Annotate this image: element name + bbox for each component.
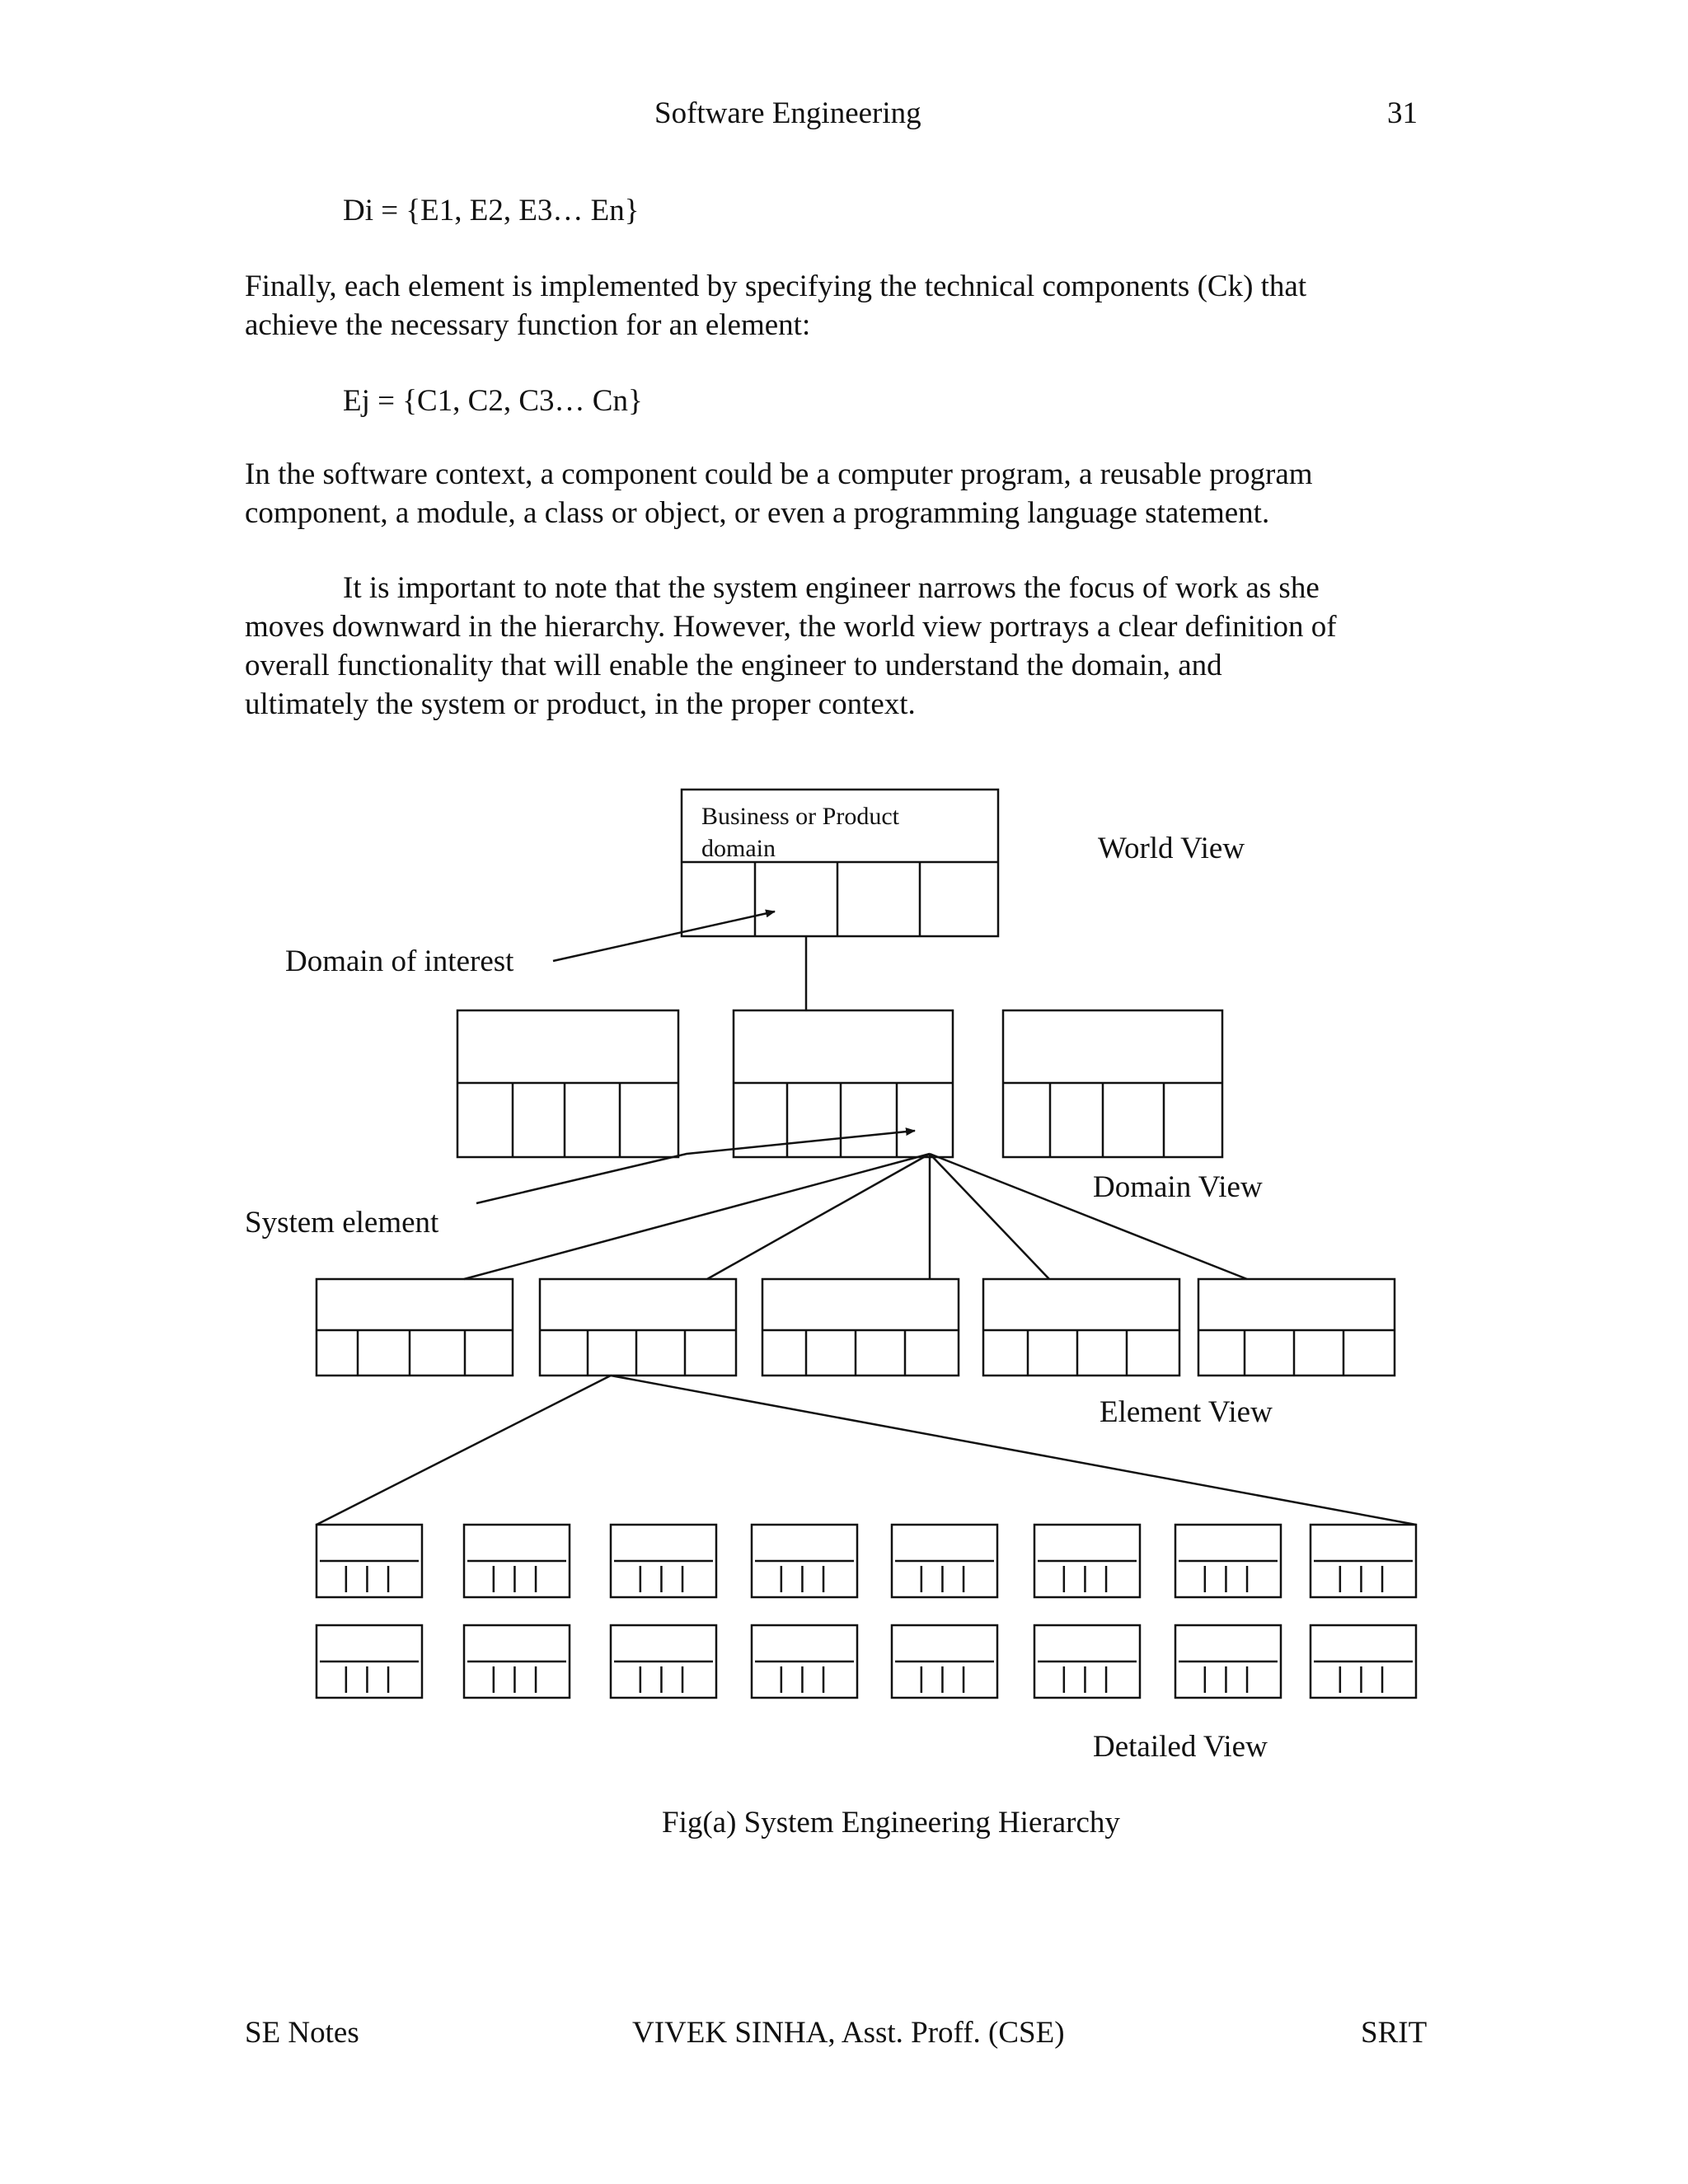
detail-box (1175, 1625, 1281, 1698)
detail-box (752, 1625, 857, 1698)
detail-box (611, 1525, 716, 1597)
page-number: 31 (1387, 96, 1418, 130)
footer-left: SE Notes (245, 2016, 359, 2050)
paragraph-line: overall functionality that will enable the engineer to understand the domain, and (245, 649, 1222, 682)
element-box (316, 1279, 513, 1376)
detail-box (1311, 1625, 1416, 1698)
element-view-label: Element View (1100, 1395, 1273, 1429)
box-outline (316, 1279, 513, 1376)
paragraph-line: achieve the necessary function for an element: (245, 308, 811, 342)
paragraph-line: ultimately the system or product, in the proper context. (245, 687, 916, 721)
paragraph-line: In the software context, a component could be a computer program, a reusable program (245, 457, 1313, 491)
connector-line (611, 1376, 1416, 1525)
detailed-view-label: Detailed View (1093, 1730, 1268, 1764)
detail-box (1175, 1525, 1281, 1597)
detail-box (1311, 1525, 1416, 1597)
top-box-label: domain (701, 835, 776, 862)
element-box (983, 1279, 1179, 1376)
paragraph-line: Finally, each element is implemented by specifying the technical components (Ck) that (245, 269, 1307, 303)
page-header-title: Software Engineering (654, 96, 921, 130)
detail-box (611, 1625, 716, 1698)
formula-ej: Ej = {C1, C2, C3… Cn} (343, 384, 643, 418)
domain-box (457, 1010, 678, 1157)
detail-box (316, 1525, 422, 1597)
domain-box (734, 1010, 953, 1157)
figure-caption: Fig(a) System Engineering Hierarchy (662, 1806, 1120, 1840)
element-box (762, 1279, 959, 1376)
detail-box (316, 1625, 422, 1698)
connector-line (316, 1376, 611, 1525)
world-view-label: World View (1098, 832, 1245, 865)
detail-box (1034, 1525, 1140, 1597)
system-element-arrow (476, 1131, 915, 1203)
detail-box (464, 1525, 570, 1597)
footer-right: SRIT (1361, 2016, 1428, 2050)
formula-di: Di = {E1, E2, E3… En} (343, 194, 640, 227)
box-outline (762, 1279, 959, 1376)
detail-box (1034, 1625, 1140, 1698)
top-box-label: Business or Product (701, 803, 899, 830)
detail-box (892, 1525, 997, 1597)
domain-of-interest-label: Domain of interest (285, 944, 514, 978)
paragraph-line: component, a module, a class or object, or even a programming language statement. (245, 496, 1270, 530)
box-outline (540, 1279, 736, 1376)
detail-box (892, 1625, 997, 1698)
detail-box (752, 1525, 857, 1597)
footer-center: VIVEK SINHA, Asst. Proff. (CSE) (632, 2016, 1065, 2050)
detail-box (464, 1625, 570, 1698)
paragraph-line: It is important to note that the system engineer narrows the focus of work as she (343, 571, 1320, 605)
connector-line (930, 1154, 1049, 1279)
connector-line (707, 1154, 930, 1279)
domain-view-label: Domain View (1093, 1170, 1263, 1204)
box-outline (1198, 1279, 1395, 1376)
domain-box (1003, 1010, 1222, 1157)
paragraph-line: moves downward in the hierarchy. However, the world view portrays a clear definition of (245, 610, 1337, 644)
connector-line (464, 1154, 930, 1279)
system-element-label: System element (245, 1206, 439, 1240)
element-box (540, 1279, 736, 1376)
box-outline (983, 1279, 1179, 1376)
element-box (1198, 1279, 1395, 1376)
